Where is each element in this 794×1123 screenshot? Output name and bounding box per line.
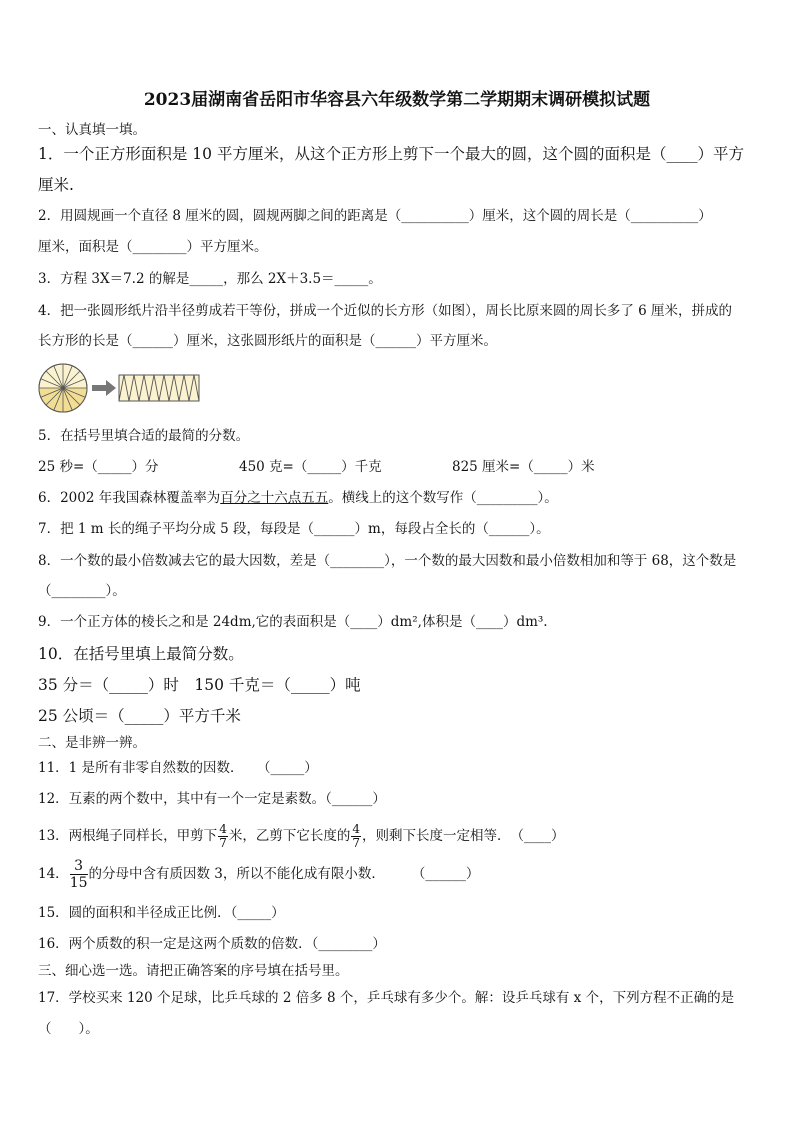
question-13-part-c: ，则剩下长度一定相等． （____） <box>361 828 565 844</box>
question-14-suffix: 的分母中含有质因数 3，所以不能化成有限小数． （______） <box>88 866 480 882</box>
question-9: 9．一个正方体的棱长之和是 24dm,它的表面积是（____）dm²,体积是（____）dm³. <box>38 614 548 630</box>
approximate-rectangle <box>119 375 199 401</box>
question-14-prefix: 14． <box>38 866 69 882</box>
question-8-line-1: 8．一个数的最小倍数减去它的最大因数，差是（________），一个数的最大因数和最小倍数相加和等于 68，这个数是 <box>38 553 737 569</box>
question-5-item-2: 450 克=（_____）千克 <box>239 459 382 475</box>
question-6 <box>38 489 558 507</box>
question-8-line-2: （________）。 <box>38 583 126 599</box>
question-5-line-1: 5．在括号里填合适的最简的分数。 <box>38 428 250 444</box>
question-6-prefix: 6．2002 年我国森林覆盖率为 <box>38 490 221 506</box>
question-3: 3．方程 3X＝7.2 的解是_____，那么 2X＋3.5＝_____。 <box>38 271 382 287</box>
arrow-icon <box>92 380 116 396</box>
question-11: 11．1 是所有非零自然数的因数． （_____） <box>38 760 318 776</box>
question-10-line-3: 25 公顷＝（_____）平方千米 <box>38 707 241 725</box>
question-16: 16．两个质数的积一定是这两个质数的倍数．（________） <box>38 936 386 952</box>
question-4-line-1: 4．把一张圆形纸片沿半径剪成若干等份，拼成一个近似的长方形（如图），周长比原来圆的周长多了 6 厘米，拼成的 <box>38 303 733 319</box>
question-15: 15．圆的面积和半径成正比例．（_____） <box>38 905 285 921</box>
fraction-4-7-b: $\frac{4}{7}$ <box>352 822 360 850</box>
question-5-item-1: 25 秒=（_____）分 <box>38 459 159 475</box>
circle-to-rectangle-figure <box>38 362 203 414</box>
section-heading-1: 一、认真填一填。 <box>38 122 146 138</box>
question-6-underlined: 百分之十六点五五 <box>220 490 329 506</box>
question-2-line-2: 厘米，面积是（________）平方厘米。 <box>38 239 268 255</box>
question-14 <box>38 856 479 892</box>
divided-circle <box>39 364 87 412</box>
question-17-line-2: （ ）。 <box>38 1021 99 1037</box>
question-13 <box>38 822 564 850</box>
section-heading-2: 二、是非辨一辨。 <box>38 735 146 751</box>
question-6-suffix: 。横线上的这个数写作（_________）。 <box>328 490 558 506</box>
question-10-line-1: 10．在括号里填上最简分数。 <box>38 645 244 663</box>
fraction-4-7-a: $\frac{4}{7}$ <box>219 822 227 850</box>
question-13-part-a: 13．两根绳子同样长，甲剪下 <box>38 828 218 844</box>
question-1-line-2: 厘米. <box>38 176 74 194</box>
question-2-line-1: 2．用圆规画一个直径 8 厘米的圆，圆规两脚之间的距离是（__________）厘米，这个圆的周长是（__________） <box>38 208 712 224</box>
section-heading-3: 三、细心选一选。请把正确答案的序号填在括号里。 <box>38 963 349 979</box>
page-title: 2023届湖南省岳阳市华容县六年级数学第二学期期末调研模拟试题 <box>143 90 651 110</box>
question-13-part-b: 米，乙剪下它长度的 <box>228 828 351 844</box>
question-4-line-2: 长方形的长是（______）厘米，这张圆形纸片的面积是（______）平方厘米。 <box>38 333 497 349</box>
question-5-item-3: 825 厘米=（_____）米 <box>452 459 595 475</box>
fraction-3-15: $\frac{3}{15}$ <box>69 858 88 891</box>
question-12: 12．互素的两个数中，其中有一个一定是素数。（______） <box>38 791 386 807</box>
question-17-line-1: 17．学校买来 120 个足球，比乒乓球的 2 倍多 8 个，乒乓球有多少个。解：设乒乓球有 x 个，下列方程不正确的是 <box>38 990 735 1006</box>
question-10-line-2: 35 分＝（_____）时 150 千克＝（_____）吨 <box>38 676 361 694</box>
question-1-line-1: 1．一个正方形面积是 10 平方厘米，从这个正方形上剪下一个最大的圆，这个圆的面积是（____）平方 <box>38 145 744 163</box>
question-7: 7．把 1 m 长的绳子平均分成 5 段，每段是（______）m，每段占全长的（______）。 <box>38 521 550 537</box>
